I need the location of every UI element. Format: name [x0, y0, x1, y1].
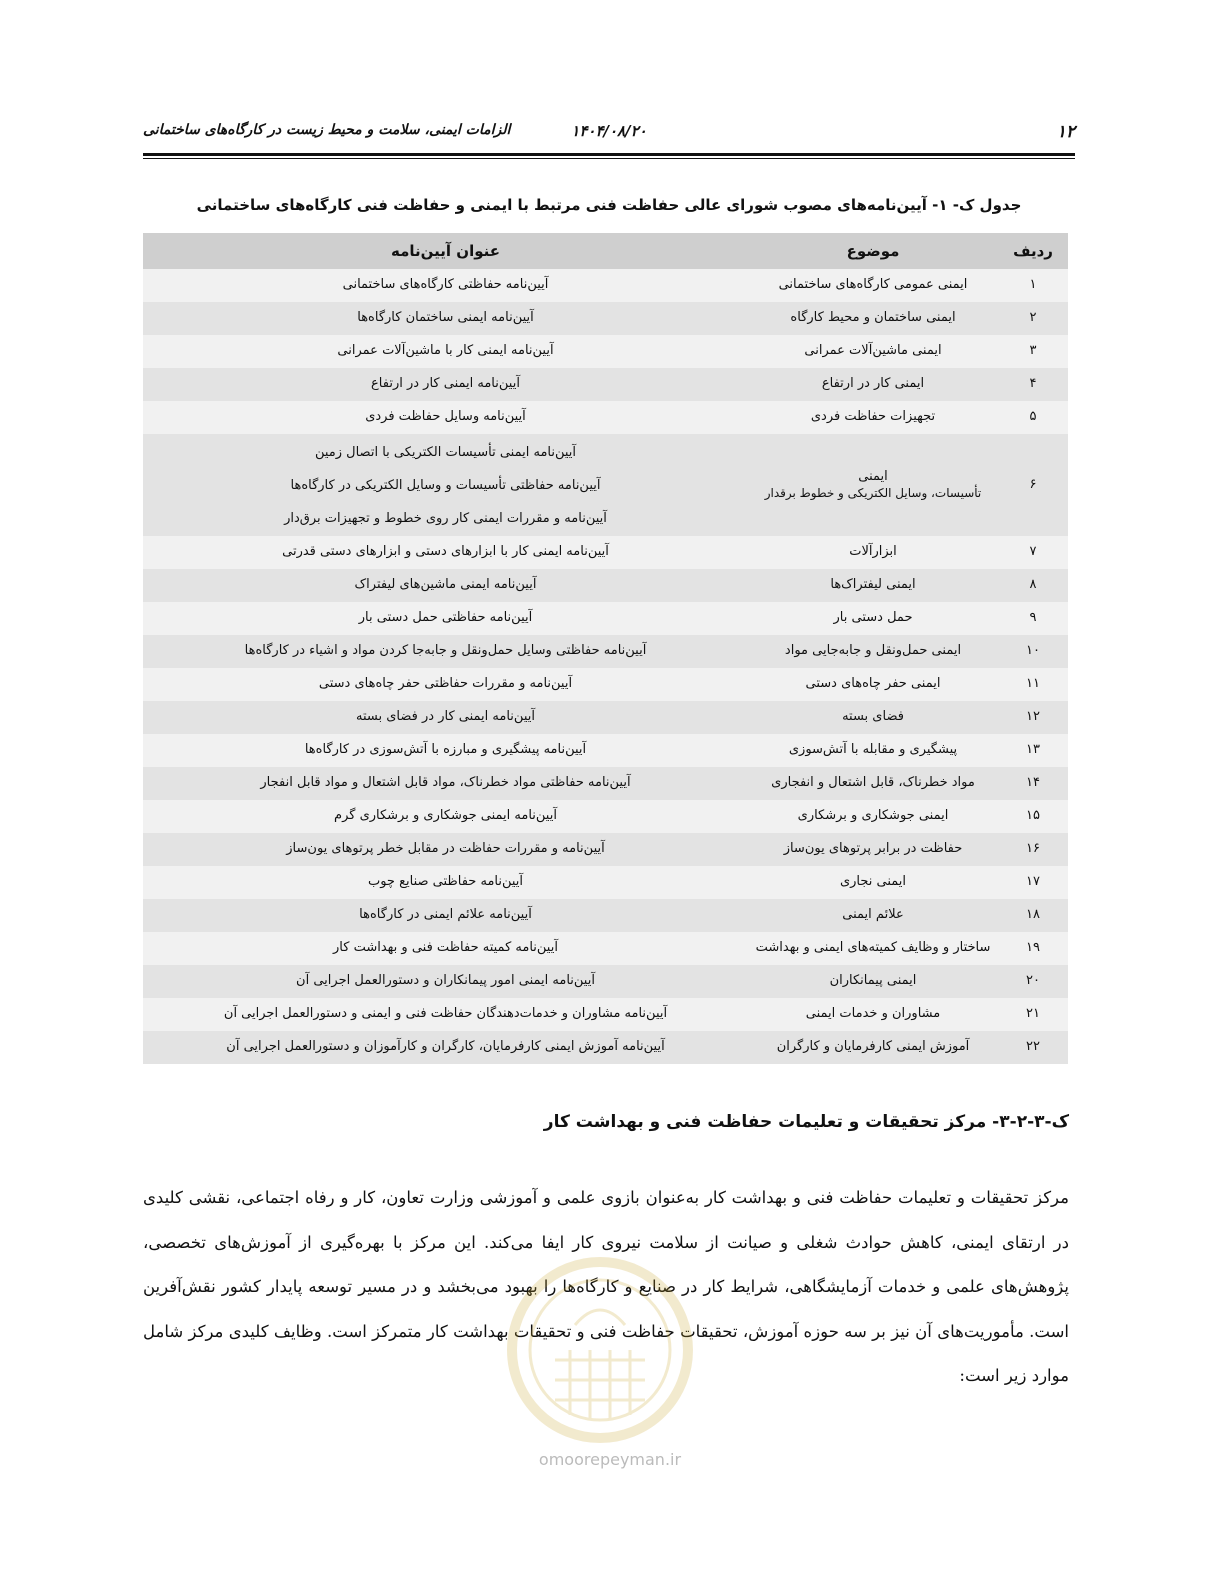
row-num: ۸: [998, 569, 1068, 602]
row-num: ۱۷: [998, 866, 1068, 899]
row-subject: حمل دستی بار: [748, 602, 998, 635]
row-title: آیین‌نامه مشاوران و خدمات‌دهندگان حفاظت فنی و ایمنی و دستورالعمل اجرایی آن: [143, 998, 748, 1031]
row-subject: آموزش ایمنی کارفرمایان و کارگران: [748, 1031, 998, 1064]
row-subject-line: تأسیسات، وسایل الکتریکی و خطوط برقدار: [764, 485, 982, 500]
table-header-row: [143, 233, 1068, 269]
row-num: ۱۹: [998, 932, 1068, 965]
row-title: آیین‌نامه ایمنی کار در ارتفاع: [143, 368, 748, 401]
row-num: ۲۱: [998, 998, 1068, 1031]
page-number: ۱۲: [1056, 122, 1075, 142]
row-num: ۶: [998, 434, 1068, 536]
row-subject: فضای بسته: [748, 701, 998, 734]
table-row: [143, 536, 1068, 569]
row-subject: ساختار و وظایف کمیته‌های ایمنی و بهداشت: [748, 932, 998, 965]
row-num: ۱۸: [998, 899, 1068, 932]
row-title-line: آیین‌نامه ایمنی تأسیسات الکتریکی با اتصال زمین: [314, 444, 577, 460]
table-row: [143, 899, 1068, 932]
table-row: [143, 1031, 1068, 1064]
row-title: آیین‌نامه حفاظتی صنایع چوب: [143, 866, 748, 899]
row-title: آیین‌نامه حفاظتی حمل دستی بار: [143, 602, 748, 635]
row-num: ۱۳: [998, 734, 1068, 767]
table-row: [143, 866, 1068, 899]
row-num: ۲۰: [998, 965, 1068, 998]
row-title: آیین‌نامه حفاظتی مواد خطرناک، مواد قابل اشتعال و مواد قابل انفجار: [143, 767, 748, 800]
row-title: آیین‌نامه حفاظتی وسایل حمل‌ونقل و جابه‌جا کردن مواد و اشیاء در کارگاه‌ها: [143, 635, 748, 668]
row-num: ۹: [998, 602, 1068, 635]
row-subject: مواد خطرناک، قابل اشتعال و انفجاری: [748, 767, 998, 800]
page-header: [143, 122, 1075, 150]
header-rule-thin: [143, 158, 1075, 159]
row-title: آیین‌نامه و مقررات حفاظت در مقابل خطر پرتوهای یون‌ساز: [143, 833, 748, 866]
watermark-text: omoorepeyman.ir: [538, 1450, 682, 1469]
row-subject: ایمنی پیمانکاران: [748, 965, 998, 998]
section-heading: ک-۳-۲-۳- مرکز تحقیقات و تعلیمات حفاظت فنی و بهداشت کار: [543, 1112, 1069, 1132]
row-num: ۱: [998, 269, 1068, 302]
table-row: [143, 668, 1068, 701]
row-subject: ایمنی ماشین‌آلات عمرانی: [748, 335, 998, 368]
header-date: ۱۴۰۴/۰۸/۲۰: [571, 122, 647, 140]
table-row: [143, 998, 1068, 1031]
header-title: عنوان آیین‌نامه: [143, 233, 748, 269]
row-subject: ابزارآلات: [748, 536, 998, 569]
table-row: [143, 635, 1068, 668]
header-rule-thick: [143, 153, 1075, 156]
row-title: آیین‌نامه حفاظتی کارگاه‌های ساختمانی: [143, 269, 748, 302]
row-subject: پیشگیری و مقابله با آتش‌سوزی: [748, 734, 998, 767]
row-subject: ایمنی حمل‌ونقل و جابه‌جایی مواد: [748, 635, 998, 668]
table-row: [143, 401, 1068, 434]
table-row: [143, 434, 1068, 536]
row-subject: ایمنی عمومی کارگاه‌های ساختمانی: [748, 269, 998, 302]
row-num: ۱۰: [998, 635, 1068, 668]
table-row: [143, 269, 1068, 302]
row-title: آیین‌نامه علائم ایمنی در کارگاه‌ها: [143, 899, 748, 932]
row-title: آیین‌نامه کمیته حفاظت فنی و بهداشت کار: [143, 932, 748, 965]
row-title: آیین‌نامه ایمنی ماشین‌های لیفتراک: [143, 569, 748, 602]
row-title: آیین‌نامه ایمنی کار در فضای بسته: [143, 701, 748, 734]
row-num: ۷: [998, 536, 1068, 569]
table-row: [143, 734, 1068, 767]
row-num: ۱۲: [998, 701, 1068, 734]
row-num: ۱۱: [998, 668, 1068, 701]
row-subject: ایمنی لیفتراک‌ها: [748, 569, 998, 602]
row-num: ۳: [998, 335, 1068, 368]
table-row: [143, 569, 1068, 602]
row-num: ۲: [998, 302, 1068, 335]
row-num: ۵: [998, 401, 1068, 434]
row-subject: ایمنی کار در ارتفاع: [748, 368, 998, 401]
row-subject: تجهیزات حفاظت فردی: [748, 401, 998, 434]
table-row: [143, 368, 1068, 401]
row-title: آیین‌نامه وسایل حفاظت فردی: [143, 401, 748, 434]
header-num: ردیف: [998, 233, 1068, 269]
table-row: [143, 767, 1068, 800]
row-num: ۴: [998, 368, 1068, 401]
row-num: ۱۶: [998, 833, 1068, 866]
row-title: آیین‌نامه و مقررات حفاظتی حفر چاه‌های دستی: [143, 668, 748, 701]
table-row: [143, 335, 1068, 368]
row-num: ۱۵: [998, 800, 1068, 833]
row-num: ۱۴: [998, 767, 1068, 800]
row-title-line: آیین‌نامه و مقررات ایمنی کار روی خطوط و تجهیزات برق‌دار: [284, 510, 607, 526]
row-subject: ایمنی نجاری: [748, 866, 998, 899]
row-title: آیین‌نامه ایمنی ساختمان کارگاه‌ها: [143, 302, 748, 335]
table-row: [143, 800, 1068, 833]
row-subject: ایمنی ساختمان و محیط کارگاه: [748, 302, 998, 335]
row-subject: ایمنی حفر چاه‌های دستی: [748, 668, 998, 701]
row-subject: علائم ایمنی: [748, 899, 998, 932]
row-subject: ایمنی جوشکاری و برشکاری: [748, 800, 998, 833]
table-row: [143, 701, 1068, 734]
section-paragraph: مرکز تحقیقات و تعلیمات حفاظت فنی و بهداشت کار به‌عنوان بازوی علمی و آموزشی وزارت تعاون، کار و رفاه اجتماعی، نقشی کلیدی در ارتقای ایمنی، کاهش حوادث شغلی و صیانت از سلامت نیروی کار ایفا می‌کند. این مرکز با بهره‌گیری از آموزش‌های تخصصی، پژوهش‌های علمی و خدمات آزمایشگاهی، شرایط کار در صنایع و کارگاه‌ها را بهبود می‌بخشد و در مسیر توسعه پایدار کشور نقش‌آفرین است. مأموریت‌های آن نیز بر سه حوزه آموزش، تحقیقات حفاظت فنی و تحقیقات بهداشت کار متمرکز است. وظایف کلیدی مرکز شامل موارد زیر است:: [143, 1188, 1069, 1385]
row-title: آیین‌نامه آموزش ایمنی کارفرمایان، کارگران و کارآموزان و دستورالعمل اجرایی آن: [143, 1031, 748, 1064]
table-row: [143, 833, 1068, 866]
regulations-table: [143, 233, 1068, 1064]
row-title: آیین‌نامه ایمنی کار با ماشین‌آلات عمرانی: [143, 335, 748, 368]
row-title: آیین‌نامه ایمنی کار با ابزارهای دستی و ابزارهای دستی قدرتی: [143, 536, 748, 569]
row-title: آیین‌نامه ایمنی جوشکاری و برشکاری گرم: [143, 800, 748, 833]
row-title: [143, 434, 748, 536]
row-subject: مشاوران و خدمات ایمنی: [748, 998, 998, 1031]
row-subject: [748, 434, 998, 536]
row-subject: حفاظت در برابر پرتوهای یون‌ساز: [748, 833, 998, 866]
row-title: آیین‌نامه پیشگیری و مبارزه با آتش‌سوزی در کارگاه‌ها: [143, 734, 748, 767]
table-row: [143, 932, 1068, 965]
row-title: آیین‌نامه ایمنی امور پیمانکاران و دستورالعمل اجرایی آن: [143, 965, 748, 998]
table-row: [143, 602, 1068, 635]
row-subject-line: ایمنی: [858, 469, 888, 485]
header-subject: موضوع: [748, 233, 998, 269]
row-title-line: آیین‌نامه حفاظتی تأسیسات و وسایل الکتریکی در کارگاه‌ها: [290, 477, 601, 493]
table-caption: جدول ک- ۱- آیین‌نامه‌های مصوب شورای عالی حفاظت فنی مرتبط با ایمنی و حفاظت فنی کارگاه‌های ساختمانی: [196, 196, 1022, 214]
table-row: [143, 965, 1068, 998]
table-row: [143, 302, 1068, 335]
row-num: ۲۲: [998, 1031, 1068, 1064]
header-title: الزامات ایمنی، سلامت و محیط زیست در کارگاه‌های ساختمانی: [143, 122, 511, 138]
